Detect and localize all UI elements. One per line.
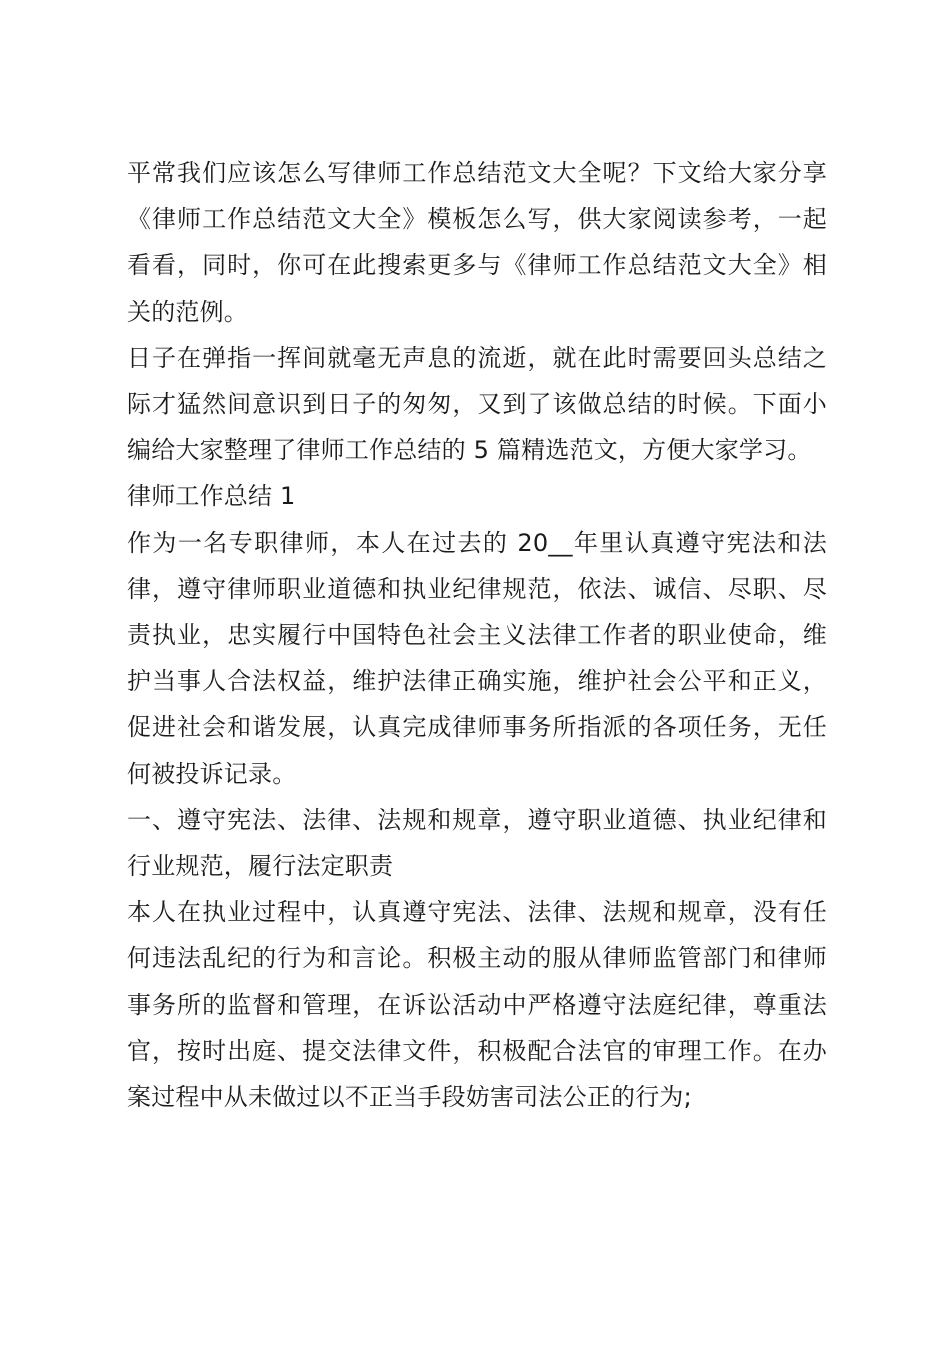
body-paragraph: 本人在执业过程中，认真遵守宪法、法律、法规和规章，没有任何违法乱纪的行为和言论。积极主动的服从律师监管部门和律师事务所的监督和管理，在诉讼活动中严格遵守法庭纪律，尊重法官，按时出庭、提交法律文件，积极配合法官的审理工作。在办案过程中从未做过以不正当手段妨害司法公正的行为;	[127, 898, 827, 1112]
preface-paragraph: 日子在弹指一挥间就毫无声息的流逝，就在此时需要回头总结之际才猛然间意识到日子的匆匆，又到了该做总结的时候。下面小编给大家整理了律师工作总结的 5 篇精选范文，方便大家学习。	[127, 343, 827, 465]
intro-paragraph: 平常我们应该怎么写律师工作总结范文大全呢？下文给大家分享《律师工作总结范文大全》模板怎么写，供大家阅读参考，一起看看，同时，你可在此搜索更多与《律师工作总结范文大全》相关的范例。	[127, 159, 827, 326]
section-heading: 一、遵守宪法、法律、法规和规章，遵守职业道德、执业纪律和行业规范，履行法定职责	[127, 805, 827, 881]
body-paragraph: 作为一名专职律师，本人在过去的 20__年里认真遵守宪法和法律，遵守律师职业道德和执业纪律规范，依法、诚信、尽职、尽责执业，忠实履行中国特色社会主义法律工作者的职业使命，维护当事人合法权益，维护法律正确实施，维护社会公平和正义，促进社会和谐发展，认真完成律师事务所指派的各项任务，无任何被投诉记录。	[127, 528, 827, 788]
section-title: 律师工作总结 1	[127, 482, 296, 511]
document-body	[127, 150, 827, 1120]
